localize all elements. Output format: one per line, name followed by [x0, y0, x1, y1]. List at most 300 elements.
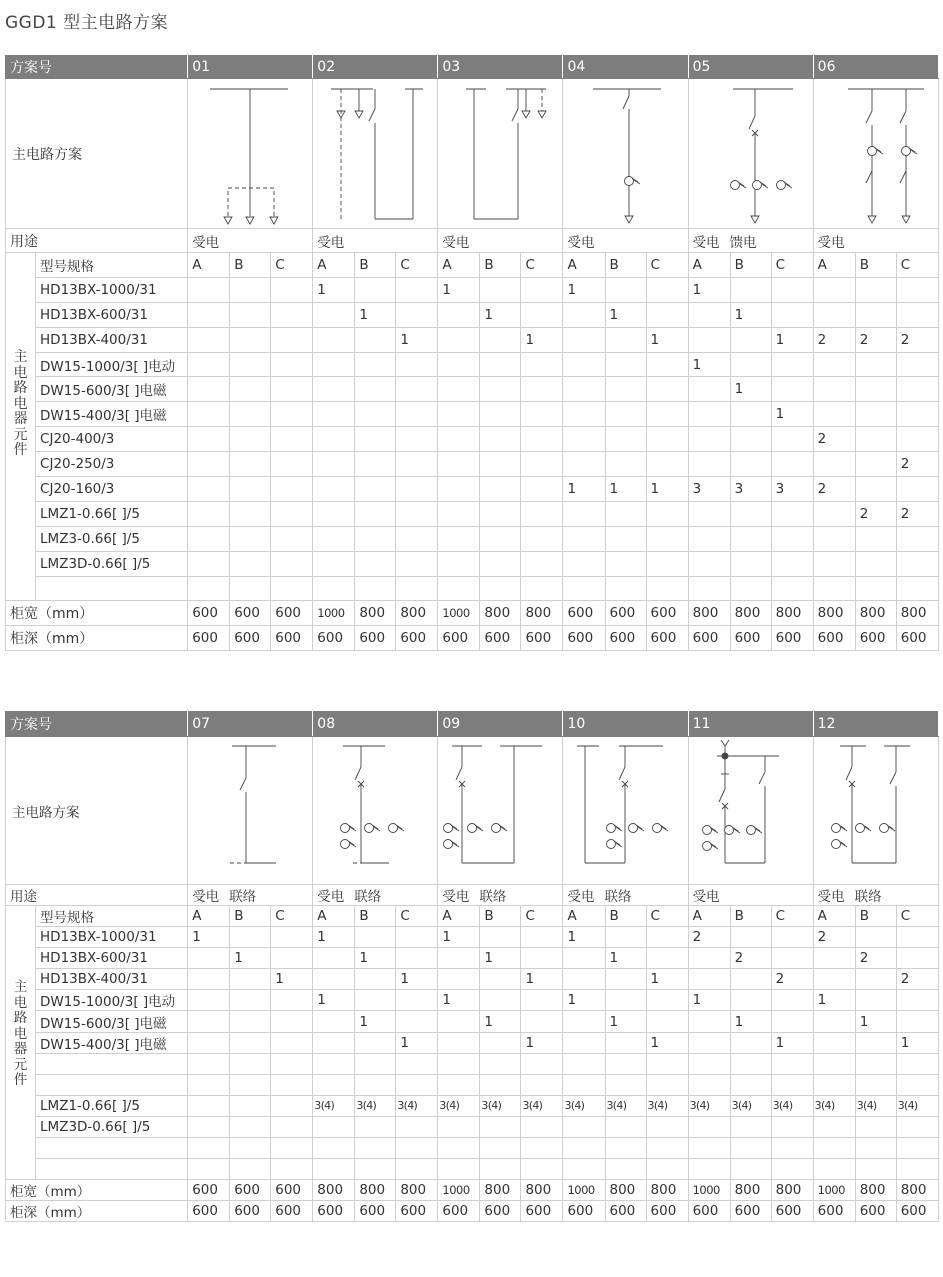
cabinet-width-value: 600: [605, 601, 646, 626]
quantity-cell: 1: [438, 927, 480, 948]
scheme-number: 04: [563, 55, 688, 79]
cabinet-depth-value: 600: [271, 626, 313, 651]
quantity-cell: [355, 452, 396, 477]
circuit-label: 主电路方案: [6, 737, 188, 885]
quantity-cell: [730, 1032, 771, 1053]
quantity-cell: [771, 1138, 813, 1159]
quantity-cell: [230, 501, 271, 526]
quantity-cell: [438, 327, 480, 352]
usage-text: 受电: [192, 234, 220, 251]
cabinet-depth-value: 600: [271, 1201, 313, 1222]
cabinet-width-value: 1000: [688, 1180, 730, 1201]
circuit-cell: [563, 737, 688, 885]
cabinet-depth-value: 600: [813, 626, 855, 651]
quantity-cell: 1: [563, 990, 605, 1011]
quantity-cell: [646, 427, 688, 452]
quantity-cell: [563, 377, 605, 402]
category-label: [6, 906, 36, 1180]
quantity-cell: [688, 427, 730, 452]
quantity-cell: [730, 927, 771, 948]
quantity-cell: [771, 377, 813, 402]
quantity-cell: [480, 277, 521, 302]
quantity-cell: [521, 352, 563, 377]
quantity-cell: [480, 402, 521, 427]
quantity-cell: [480, 969, 521, 990]
quantity-cell: [646, 576, 688, 601]
quantity-cell: 2: [730, 948, 771, 969]
quantity-cell: [480, 1116, 521, 1137]
quantity-cell: [688, 1011, 730, 1032]
quantity-cell: [480, 1074, 521, 1095]
circuit-diagram: [814, 738, 939, 884]
quantity-cell: 1: [355, 1011, 396, 1032]
quantity-cell: [646, 1074, 688, 1095]
cabinet-depth-value: 600: [688, 1201, 730, 1222]
quantity-cell: [563, 1138, 605, 1159]
cabinet-width-value: 800: [480, 1180, 521, 1201]
quantity-cell: [855, 452, 896, 477]
quantity-cell: [271, 352, 313, 377]
quantity-cell: [480, 526, 521, 551]
model-name: HD13BX-1000/31: [36, 927, 188, 948]
quantity-cell: [313, 501, 355, 526]
quantity-cell: [396, 1116, 438, 1137]
quantity-cell: [730, 1074, 771, 1095]
model-name: LMZ1-0.66[ ]/5: [36, 1095, 188, 1116]
scheme-table-2: [5, 710, 939, 1222]
quantity-cell: [396, 990, 438, 1011]
quantity-cell: [313, 576, 355, 601]
quantity-cell: [271, 576, 313, 601]
model-name: HD13BX-400/31: [36, 327, 188, 352]
quantity-cell: [896, 990, 938, 1011]
quantity-cell: 1: [313, 927, 355, 948]
quantity-cell: [313, 377, 355, 402]
circuit-cell: [688, 79, 813, 229]
cabinet-depth-value: 600: [355, 1201, 396, 1222]
cabinet-width-value: 800: [688, 601, 730, 626]
quantity-cell: [646, 1011, 688, 1032]
circuit-diagram: [689, 81, 814, 227]
quantity-cell: [521, 990, 563, 1011]
quantity-cell: [396, 452, 438, 477]
subcolumn-header: B: [230, 906, 271, 927]
quantity-cell: [438, 969, 480, 990]
quantity-cell: [730, 576, 771, 601]
quantity-cell: [605, 501, 646, 526]
quantity-cell: 2: [896, 969, 938, 990]
model-name: LMZ3-0.66[ ]/5: [36, 526, 188, 551]
quantity-cell: 3: [730, 477, 771, 502]
cabinet-width-value: 600: [230, 1180, 271, 1201]
quantity-cell: [646, 551, 688, 576]
quantity-cell: [480, 1138, 521, 1159]
quantity-cell: [730, 352, 771, 377]
quantity-cell: [396, 526, 438, 551]
quantity-cell: [688, 1159, 730, 1180]
quantity-cell: [480, 1159, 521, 1180]
quantity-cell: [813, 1074, 855, 1095]
quantity-cell: [188, 402, 230, 427]
quantity-cell: [438, 576, 480, 601]
category-text: 主电路电器元件: [13, 979, 28, 1088]
category-label: [6, 253, 36, 601]
quantity-cell: [563, 352, 605, 377]
quantity-cell: [896, 1011, 938, 1032]
model-name: [36, 1159, 188, 1180]
quantity-cell: [438, 1011, 480, 1032]
cabinet-depth-value: 600: [896, 626, 938, 651]
subcolumn-header: C: [271, 906, 313, 927]
quantity-cell: [230, 551, 271, 576]
quantity-cell: [771, 452, 813, 477]
subcolumn-header: B: [230, 253, 271, 278]
quantity-cell: [438, 1032, 480, 1053]
scheme-number-label: 方案号: [6, 711, 188, 737]
quantity-cell: [688, 526, 730, 551]
usage-text: 受电: [442, 234, 470, 251]
usage-cell: [688, 885, 813, 906]
quantity-cell: [896, 1116, 938, 1137]
cabinet-depth-value: 600: [730, 1201, 771, 1222]
quantity-cell: 1: [563, 277, 605, 302]
usage-cell: [688, 229, 813, 253]
quantity-cell: [188, 1032, 230, 1053]
quantity-cell: [396, 1138, 438, 1159]
quantity-cell: [813, 452, 855, 477]
quantity-cell: [396, 948, 438, 969]
subcolumn-header: B: [730, 906, 771, 927]
quantity-cell: 3(4): [813, 1095, 855, 1116]
quantity-cell: 1: [480, 948, 521, 969]
quantity-cell: [230, 1095, 271, 1116]
quantity-cell: 1: [646, 327, 688, 352]
circuit-cell: [688, 737, 813, 885]
cabinet-depth-value: 600: [313, 626, 355, 651]
quantity-cell: [355, 1053, 396, 1074]
quantity-cell: 1: [688, 990, 730, 1011]
scheme-number: 11: [688, 711, 813, 737]
quantity-cell: 1: [646, 477, 688, 502]
quantity-cell: [230, 1159, 271, 1180]
quantity-cell: [230, 327, 271, 352]
quantity-cell: [730, 452, 771, 477]
quantity-cell: [355, 576, 396, 601]
quantity-cell: [896, 1053, 938, 1074]
quantity-cell: [396, 377, 438, 402]
cabinet-width-value: 1000: [438, 601, 480, 626]
cabinet-width-value: 800: [855, 601, 896, 626]
quantity-cell: [271, 1138, 313, 1159]
quantity-cell: [188, 990, 230, 1011]
quantity-cell: [271, 327, 313, 352]
quantity-cell: [396, 1011, 438, 1032]
subcolumn-header: A: [688, 253, 730, 278]
quantity-cell: [855, 302, 896, 327]
cabinet-depth-value: 600: [188, 626, 230, 651]
scheme-number: 09: [438, 711, 563, 737]
quantity-cell: [855, 990, 896, 1011]
cabinet-width-value: 800: [605, 1180, 646, 1201]
usage-text: 联络: [854, 889, 882, 905]
circuit-diagram: [563, 81, 688, 227]
quantity-cell: [563, 1011, 605, 1032]
cabinet-depth-value: 600: [230, 1201, 271, 1222]
quantity-cell: 1: [521, 1032, 563, 1053]
quantity-cell: [605, 927, 646, 948]
quantity-cell: [688, 402, 730, 427]
quantity-cell: [563, 969, 605, 990]
circuit-cell: [438, 79, 563, 229]
quantity-cell: [771, 501, 813, 526]
quantity-cell: 3(4): [355, 1095, 396, 1116]
cabinet-width-value: 800: [480, 601, 521, 626]
quantity-cell: 1: [521, 327, 563, 352]
quantity-cell: [730, 1138, 771, 1159]
quantity-cell: [896, 1138, 938, 1159]
quantity-cell: [271, 927, 313, 948]
quantity-cell: [605, 1116, 646, 1137]
quantity-cell: [563, 402, 605, 427]
quantity-cell: [271, 302, 313, 327]
subcolumn-header: A: [438, 906, 480, 927]
quantity-cell: [188, 1138, 230, 1159]
cabinet-width-value: 600: [271, 1180, 313, 1201]
quantity-cell: [313, 302, 355, 327]
quantity-cell: [688, 302, 730, 327]
quantity-cell: [521, 452, 563, 477]
quantity-cell: [438, 948, 480, 969]
quantity-cell: [355, 277, 396, 302]
quantity-cell: [563, 948, 605, 969]
model-name: [36, 1074, 188, 1095]
cabinet-width-value: 1000: [813, 1180, 855, 1201]
quantity-cell: [271, 452, 313, 477]
scheme-number-label: 方案号: [6, 55, 188, 79]
quantity-cell: [271, 1011, 313, 1032]
quantity-cell: [313, 1011, 355, 1032]
quantity-cell: [896, 477, 938, 502]
quantity-cell: [771, 352, 813, 377]
quantity-cell: [646, 927, 688, 948]
quantity-cell: [605, 377, 646, 402]
quantity-cell: [730, 1159, 771, 1180]
quantity-cell: [688, 1053, 730, 1074]
quantity-cell: [313, 551, 355, 576]
quantity-cell: [355, 1074, 396, 1095]
quantity-cell: [230, 526, 271, 551]
model-name: LMZ3D-0.66[ ]/5: [36, 1116, 188, 1137]
quantity-cell: [188, 302, 230, 327]
quantity-cell: [855, 1138, 896, 1159]
quantity-cell: [521, 576, 563, 601]
quantity-cell: [355, 427, 396, 452]
cabinet-width-value: 800: [521, 601, 563, 626]
quantity-cell: [230, 477, 271, 502]
quantity-cell: [855, 1053, 896, 1074]
cabinet-depth-value: 600: [771, 1201, 813, 1222]
quantity-cell: [771, 1011, 813, 1032]
quantity-cell: 1: [646, 969, 688, 990]
quantity-cell: [438, 501, 480, 526]
usage-cell: [188, 885, 313, 906]
quantity-cell: [521, 1116, 563, 1137]
quantity-cell: [646, 302, 688, 327]
quantity-cell: [896, 427, 938, 452]
cabinet-depth-value: 600: [396, 1201, 438, 1222]
circuit-cell: [813, 79, 938, 229]
quantity-cell: 1: [188, 927, 230, 948]
subcolumn-header: C: [646, 253, 688, 278]
quantity-cell: [271, 1032, 313, 1053]
quantity-cell: [563, 1159, 605, 1180]
quantity-cell: 3(4): [646, 1095, 688, 1116]
quantity-cell: [563, 302, 605, 327]
quantity-cell: [396, 427, 438, 452]
quantity-cell: [896, 1074, 938, 1095]
usage-cell: [813, 229, 938, 253]
quantity-cell: [355, 1032, 396, 1053]
subcolumn-header: B: [855, 253, 896, 278]
quantity-cell: [605, 352, 646, 377]
quantity-cell: [855, 969, 896, 990]
cabinet-depth-value: 600: [396, 626, 438, 651]
quantity-cell: [646, 1116, 688, 1137]
cabinet-width-value: 800: [521, 1180, 563, 1201]
subcolumn-header: C: [771, 906, 813, 927]
quantity-cell: [271, 1159, 313, 1180]
quantity-cell: [313, 1074, 355, 1095]
cabinet-width-value: 800: [730, 1180, 771, 1201]
quantity-cell: 1: [230, 948, 271, 969]
quantity-cell: 1: [771, 327, 813, 352]
cabinet-width-value: 800: [771, 601, 813, 626]
usage-text: 受电: [317, 234, 345, 251]
model-name: HD13BX-600/31: [36, 948, 188, 969]
quantity-cell: 1: [771, 402, 813, 427]
model-name: CJ20-400/3: [36, 427, 188, 452]
quantity-cell: [855, 402, 896, 427]
quantity-cell: [563, 576, 605, 601]
circuit-cell: [188, 737, 313, 885]
quantity-cell: 1: [313, 990, 355, 1011]
quantity-cell: [396, 477, 438, 502]
quantity-cell: [188, 1116, 230, 1137]
quantity-cell: [230, 377, 271, 402]
quantity-cell: [480, 327, 521, 352]
subcolumn-header: A: [313, 906, 355, 927]
usage-text: 馈电: [729, 234, 757, 251]
cabinet-width-value: 1000: [438, 1180, 480, 1201]
quantity-cell: [396, 352, 438, 377]
quantity-cell: [688, 501, 730, 526]
cabinet-width-value: 800: [730, 601, 771, 626]
quantity-cell: [605, 1159, 646, 1180]
quantity-cell: [813, 402, 855, 427]
quantity-cell: [188, 551, 230, 576]
quantity-cell: 3(4): [313, 1095, 355, 1116]
quantity-cell: [438, 377, 480, 402]
cabinet-depth-value: 600: [563, 1201, 605, 1222]
quantity-cell: [896, 352, 938, 377]
subcolumn-header: C: [521, 906, 563, 927]
cabinet-depth-value: 600: [605, 1201, 646, 1222]
quantity-cell: 2: [813, 927, 855, 948]
quantity-cell: [605, 526, 646, 551]
quantity-cell: [313, 1032, 355, 1053]
category-text: 主电路电器元件: [13, 349, 28, 458]
model-name: CJ20-250/3: [36, 452, 188, 477]
quantity-cell: 3: [771, 477, 813, 502]
quantity-cell: [521, 501, 563, 526]
quantity-cell: [771, 1159, 813, 1180]
quantity-cell: 1: [438, 990, 480, 1011]
quantity-cell: [271, 1095, 313, 1116]
quantity-cell: [563, 526, 605, 551]
quantity-cell: [813, 302, 855, 327]
quantity-cell: 1: [730, 377, 771, 402]
quantity-cell: 1: [480, 1011, 521, 1032]
quantity-cell: [646, 526, 688, 551]
usage-cell: [438, 229, 563, 253]
quantity-cell: [188, 1011, 230, 1032]
quantity-cell: [646, 277, 688, 302]
cabinet-depth-label: 柜深（mm）: [6, 626, 188, 651]
scheme-table-1: [5, 54, 939, 651]
circuit-diagram: [188, 81, 313, 227]
cabinet-depth-value: 600: [646, 1201, 688, 1222]
quantity-cell: [646, 402, 688, 427]
quantity-cell: [313, 327, 355, 352]
cabinet-width-value: 1000: [563, 1180, 605, 1201]
quantity-cell: [605, 427, 646, 452]
cabinet-width-label: 柜宽（mm）: [6, 1180, 188, 1201]
quantity-cell: 1: [605, 477, 646, 502]
quantity-cell: [813, 377, 855, 402]
subcolumn-header: A: [188, 906, 230, 927]
quantity-cell: [896, 1159, 938, 1180]
quantity-cell: [688, 452, 730, 477]
quantity-cell: [771, 927, 813, 948]
usage-cell: [563, 229, 688, 253]
quantity-cell: [813, 501, 855, 526]
circuit-label: 主电路方案: [6, 79, 188, 229]
quantity-cell: [896, 948, 938, 969]
usage-cell: [313, 885, 438, 906]
quantity-cell: [855, 927, 896, 948]
quantity-cell: [438, 1074, 480, 1095]
quantity-cell: 1: [396, 1032, 438, 1053]
quantity-cell: [188, 1074, 230, 1095]
quantity-cell: [563, 1053, 605, 1074]
quantity-cell: [480, 927, 521, 948]
quantity-cell: 1: [771, 1032, 813, 1053]
scheme-number: 08: [313, 711, 438, 737]
subcolumn-header: A: [563, 906, 605, 927]
circuit-diagram: [814, 81, 939, 227]
quantity-cell: 1: [646, 1032, 688, 1053]
quantity-cell: [396, 1053, 438, 1074]
quantity-cell: 3(4): [855, 1095, 896, 1116]
quantity-cell: [563, 501, 605, 526]
quantity-cell: 3(4): [521, 1095, 563, 1116]
quantity-cell: [605, 1032, 646, 1053]
quantity-cell: [605, 551, 646, 576]
cabinet-depth-value: 600: [438, 1201, 480, 1222]
quantity-cell: 3(4): [730, 1095, 771, 1116]
quantity-cell: [438, 402, 480, 427]
circuit-cell: [313, 737, 438, 885]
